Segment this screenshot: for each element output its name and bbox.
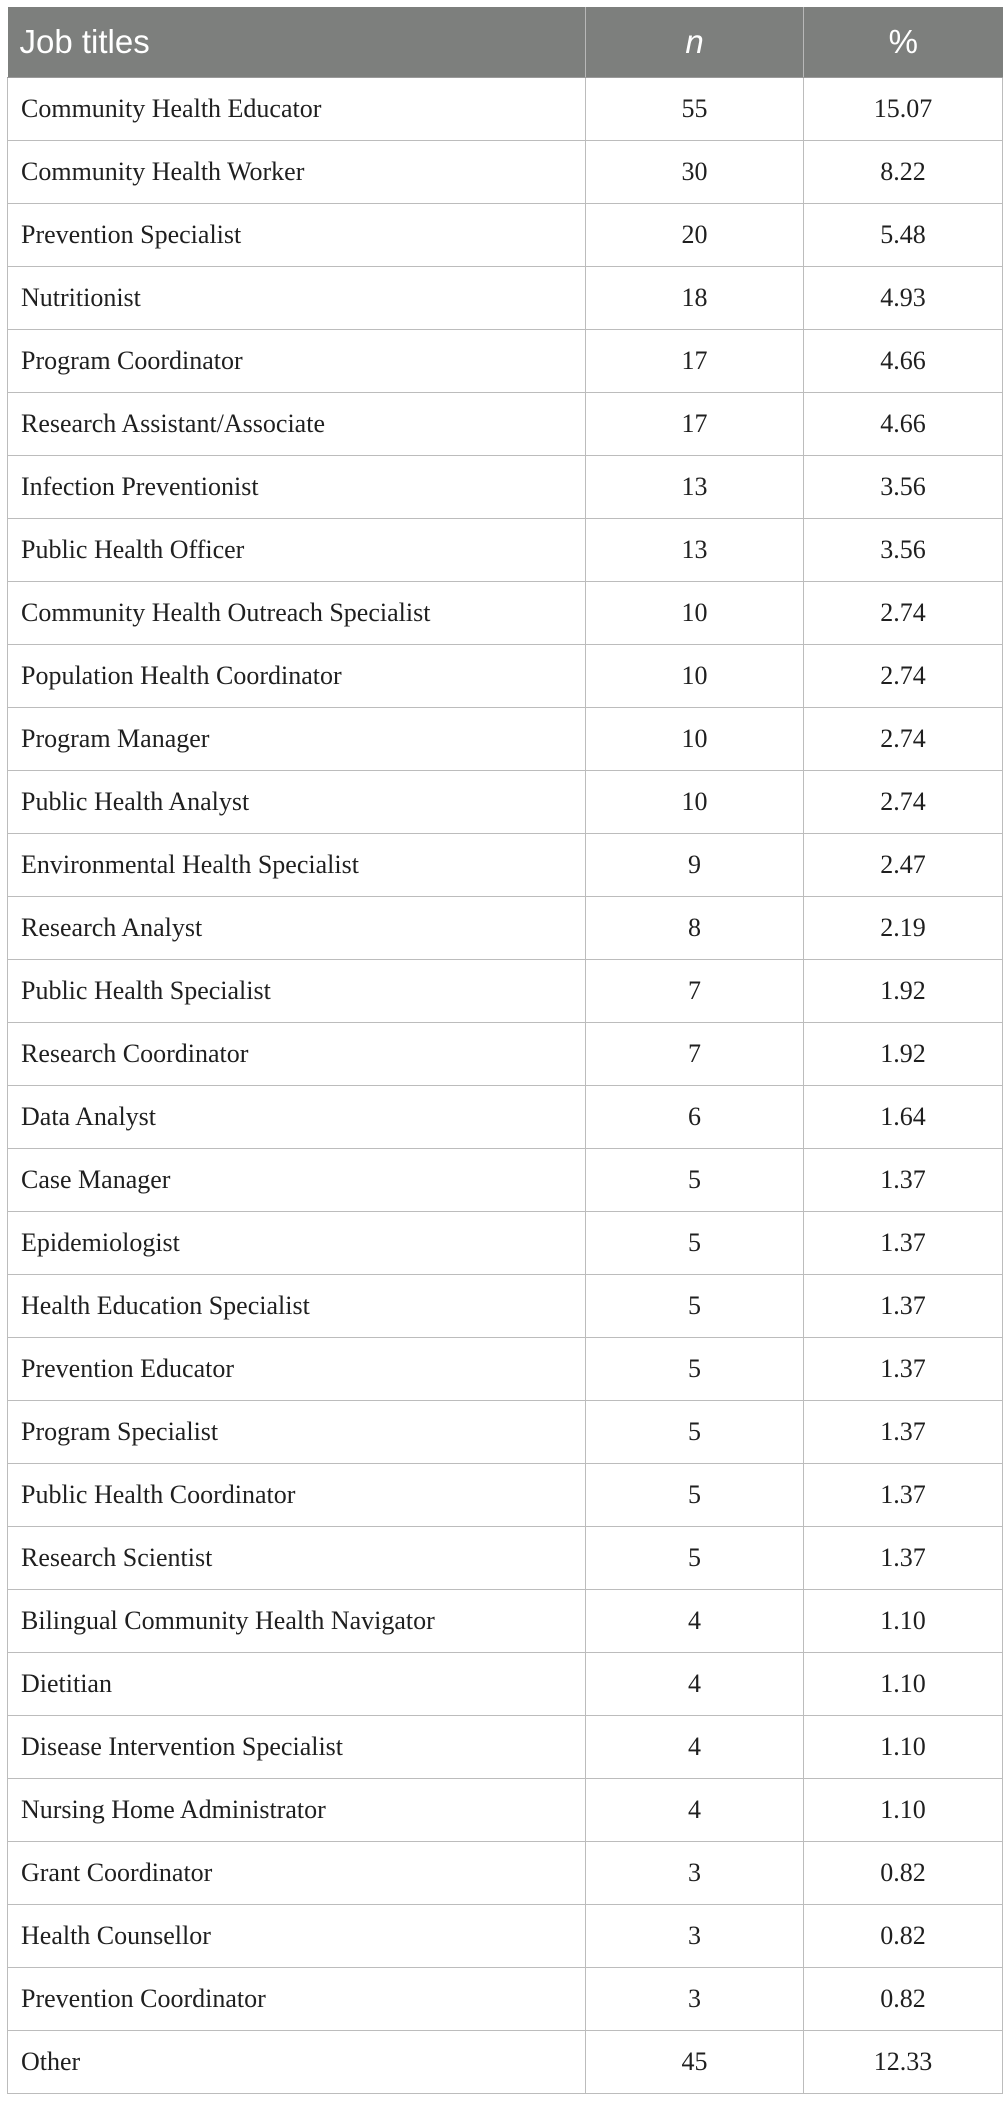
table-header [8,7,1003,78]
header-n: n [586,7,804,78]
job-title-cell: Program Specialist [8,1401,586,1464]
table-row [8,897,1003,960]
percent-cell: 1.37 [804,1338,1003,1401]
count-cell: 13 [586,519,804,582]
table-row [8,1401,1003,1464]
job-title-cell: Research Analyst [8,897,586,960]
count-cell: 6 [586,1086,804,1149]
table-row [8,1023,1003,1086]
table-row [8,1275,1003,1338]
job-titles-table [7,7,1003,2094]
job-title-cell: Program Coordinator [8,330,586,393]
count-cell: 3 [586,1905,804,1968]
table-row [8,1905,1003,1968]
job-title-cell: Program Manager [8,708,586,771]
job-titles-table-container [7,7,1002,2094]
job-title-cell: Data Analyst [8,1086,586,1149]
count-cell: 3 [586,1968,804,2031]
count-cell: 9 [586,834,804,897]
job-title-cell: Dietitian [8,1653,586,1716]
percent-cell: 1.37 [804,1464,1003,1527]
percent-cell: 1.37 [804,1212,1003,1275]
percent-cell: 1.92 [804,1023,1003,1086]
table-body [8,78,1003,2094]
count-cell: 10 [586,582,804,645]
percent-cell: 0.82 [804,1968,1003,2031]
count-cell: 5 [586,1212,804,1275]
percent-cell: 1.37 [804,1275,1003,1338]
percent-cell: 1.37 [804,1149,1003,1212]
table-row [8,456,1003,519]
percent-cell: 5.48 [804,204,1003,267]
table-row [8,141,1003,204]
count-cell: 10 [586,771,804,834]
count-cell: 13 [586,456,804,519]
count-cell: 5 [586,1401,804,1464]
percent-cell: 1.10 [804,1716,1003,1779]
table-row [8,2031,1003,2094]
count-cell: 4 [586,1716,804,1779]
percent-cell: 2.47 [804,834,1003,897]
table-row [8,267,1003,330]
table-row [8,1527,1003,1590]
percent-cell: 4.66 [804,393,1003,456]
table-row [8,204,1003,267]
percent-cell: 1.10 [804,1779,1003,1842]
count-cell: 55 [586,78,804,141]
percent-cell: 2.19 [804,897,1003,960]
table-row [8,960,1003,1023]
percent-cell: 8.22 [804,141,1003,204]
table-row [8,771,1003,834]
table-row [8,708,1003,771]
count-cell: 20 [586,204,804,267]
job-title-cell: Public Health Officer [8,519,586,582]
job-title-cell: Prevention Coordinator [8,1968,586,2031]
percent-cell: 1.37 [804,1401,1003,1464]
table-row [8,645,1003,708]
job-title-cell: Nursing Home Administrator [8,1779,586,1842]
percent-cell: 12.33 [804,2031,1003,2094]
job-title-cell: Community Health Outreach Specialist [8,582,586,645]
count-cell: 5 [586,1149,804,1212]
job-title-cell: Public Health Coordinator [8,1464,586,1527]
percent-cell: 3.56 [804,519,1003,582]
count-cell: 3 [586,1842,804,1905]
table-row [8,1968,1003,2031]
count-cell: 4 [586,1779,804,1842]
table-row [8,1716,1003,1779]
job-title-cell: Infection Preventionist [8,456,586,519]
count-cell: 7 [586,1023,804,1086]
job-title-cell: Public Health Analyst [8,771,586,834]
job-title-cell: Nutritionist [8,267,586,330]
table-row [8,1338,1003,1401]
count-cell: 10 [586,645,804,708]
table-row [8,519,1003,582]
count-cell: 18 [586,267,804,330]
count-cell: 4 [586,1590,804,1653]
job-title-cell: Disease Intervention Specialist [8,1716,586,1779]
table-row [8,1779,1003,1842]
table-row [8,1653,1003,1716]
percent-cell: 0.82 [804,1842,1003,1905]
count-cell: 5 [586,1527,804,1590]
table-row [8,393,1003,456]
table-row [8,1590,1003,1653]
job-title-cell: Case Manager [8,1149,586,1212]
table-row [8,1149,1003,1212]
header-percent: % [804,7,1003,78]
job-title-cell: Other [8,2031,586,2094]
table-row [8,1464,1003,1527]
percent-cell: 1.37 [804,1527,1003,1590]
percent-cell: 1.10 [804,1653,1003,1716]
job-title-cell: Public Health Specialist [8,960,586,1023]
percent-cell: 2.74 [804,582,1003,645]
table-row [8,582,1003,645]
job-title-cell: Health Education Specialist [8,1275,586,1338]
percent-cell: 1.10 [804,1590,1003,1653]
count-cell: 7 [586,960,804,1023]
percent-cell: 2.74 [804,645,1003,708]
percent-cell: 3.56 [804,456,1003,519]
job-title-cell: Community Health Educator [8,78,586,141]
job-title-cell: Population Health Coordinator [8,645,586,708]
count-cell: 17 [586,393,804,456]
count-cell: 17 [586,330,804,393]
job-title-cell: Bilingual Community Health Navigator [8,1590,586,1653]
job-title-cell: Research Coordinator [8,1023,586,1086]
table-row [8,834,1003,897]
job-title-cell: Prevention Specialist [8,204,586,267]
job-title-cell: Community Health Worker [8,141,586,204]
percent-cell: 15.07 [804,78,1003,141]
job-title-cell: Health Counsellor [8,1905,586,1968]
table-row [8,330,1003,393]
percent-cell: 4.93 [804,267,1003,330]
count-cell: 5 [586,1338,804,1401]
percent-cell: 1.64 [804,1086,1003,1149]
count-cell: 4 [586,1653,804,1716]
table-row [8,1212,1003,1275]
percent-cell: 2.74 [804,771,1003,834]
header-job-titles: Job titles [8,7,586,78]
job-title-cell: Grant Coordinator [8,1842,586,1905]
count-cell: 8 [586,897,804,960]
job-title-cell: Epidemiologist [8,1212,586,1275]
count-cell: 45 [586,2031,804,2094]
table-row [8,1086,1003,1149]
count-cell: 5 [586,1275,804,1338]
count-cell: 30 [586,141,804,204]
table-row [8,78,1003,141]
job-title-cell: Environmental Health Specialist [8,834,586,897]
percent-cell: 4.66 [804,330,1003,393]
job-title-cell: Research Assistant/Associate [8,393,586,456]
percent-cell: 1.92 [804,960,1003,1023]
count-cell: 10 [586,708,804,771]
count-cell: 5 [586,1464,804,1527]
job-title-cell: Research Scientist [8,1527,586,1590]
job-title-cell: Prevention Educator [8,1338,586,1401]
percent-cell: 0.82 [804,1905,1003,1968]
table-row [8,1842,1003,1905]
percent-cell: 2.74 [804,708,1003,771]
header-row [8,7,1003,78]
